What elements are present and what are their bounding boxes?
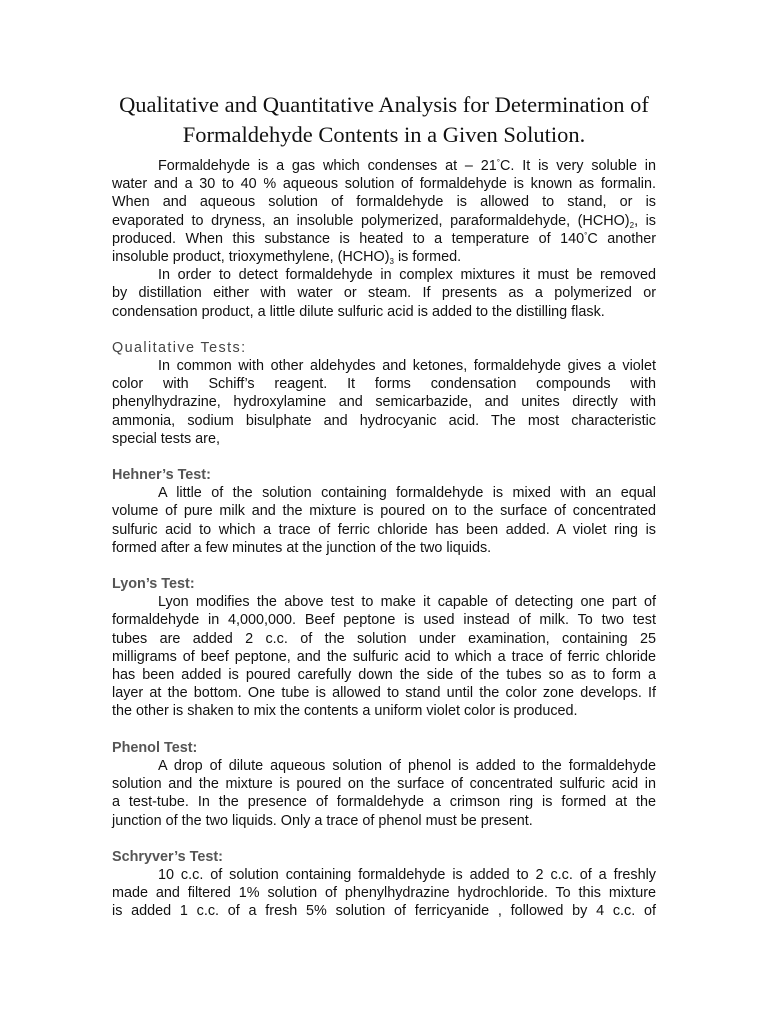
document-title <box>60 90 708 150</box>
document-body <box>112 157 656 921</box>
text-line: by distillation either with water or steam. If presents as a polymerized or <box>112 285 656 302</box>
intro-paragraph-1 <box>112 157 656 266</box>
text-line: tubes are added 2 c.c. of the solution under examination, containing 25 <box>112 630 656 647</box>
text-line: special tests are, <box>112 430 220 447</box>
intro-paragraph-2 <box>112 266 656 321</box>
qualitative-paragraph <box>112 357 656 448</box>
title-line-1: Qualitative and Quantitative Analysis for Determination of <box>119 92 649 117</box>
text-line: volume of pure milk and the mixture is poured on to the surface of concentrated <box>112 503 656 520</box>
text-line: the other is shaken to mix the contents a uniform violet color is produced. <box>112 703 578 720</box>
text-line: A little of the solution containing formaldehyde is mixed with an equal <box>158 485 656 502</box>
hehner-paragraph <box>112 484 656 557</box>
text-line: In common with other aldehydes and ketones, formaldehyde gives a violet <box>158 358 656 375</box>
text-line: A drop of dilute aqueous solution of phenol is added to the formaldehyde <box>158 757 656 774</box>
text-line: phenylhydrazine, hydroxylamine and semicarbazide, and unites directly with <box>112 394 656 411</box>
text-line: Lyon modifies the above test to make it capable of detecting one part of <box>158 594 656 611</box>
text-line: water and a 30 to 40 % aqueous solution of formaldehyde is known as formalin. <box>112 176 656 193</box>
text-line: In order to detect formaldehyde in complex mixtures it must be removed <box>158 267 656 284</box>
text-line: made and filtered 1% solution of phenylhydrazine hydrochloride. To this mixture <box>112 885 656 902</box>
text-line: formed after a few minutes at the junction of the two liquids. <box>112 539 492 556</box>
lyon-paragraph <box>112 593 656 720</box>
text-line: has been added is poured carefully down the side of the tubes so as to form a <box>112 667 656 684</box>
text-line: insoluble product, trioxymethylene, $(HCHO)_3$ is formed. <box>112 249 462 267</box>
text-line: Formaldehyde is a gas which condenses at – 21°C. It is very soluble in <box>158 158 656 174</box>
text-line: 10 c.c. of solution containing formaldehyde is added to 2 c.c. of a freshly <box>158 866 656 883</box>
text-line: evaporated to dryness, an insoluble polymerized, paraformaldehyde, $(HCHO)_2$, is <box>112 212 657 230</box>
section-heading-phenol: Phenol Test: <box>112 739 198 756</box>
text-line: color with Schiff’s reagent. It forms condensation compounds with <box>112 376 656 393</box>
text-line: junction of the two liquids. Only a trace of phenol must be present. <box>112 812 533 829</box>
section-heading-qualitative: Qualitative Tests: <box>112 339 247 356</box>
text-line: ammonia, sodium bisulphate and hydrocyanic acid. The most characteristic <box>112 412 656 429</box>
schryver-paragraph <box>112 866 656 921</box>
text-line: formaldehyde in 4,000,000. Beef peptone is used instead of milk. To two test <box>112 612 656 629</box>
title-line-2: Formaldehyde Contents in a Given Solution. <box>182 122 586 147</box>
text-line: sulfuric acid to which a trace of ferric chloride has been added. A violet ring is <box>112 521 656 538</box>
text-line: layer at the bottom. One tube is allowed to stand until the color zone develops. If <box>112 685 656 702</box>
text-line: milligrams of beef peptone, and the sulfuric acid to which a trace of ferric chloride <box>112 648 656 665</box>
section-heading-schryver: Schryver’s Test: <box>112 848 223 865</box>
text-line: produced. When this substance is heated to a temperature of 140°C another <box>112 230 656 247</box>
text-line: a test-tube. In the presence of formaldehyde a crimson ring is formed at the <box>112 794 656 811</box>
text-line: condensation product, a little dilute sulfuric acid is added to the distilling flask. <box>112 303 605 320</box>
phenol-paragraph <box>112 757 656 830</box>
text-line: is added 1 c.c. of a fresh 5% solution of ferricyanide , followed by 4 c.c. of <box>112 903 656 920</box>
section-heading-lyon: Lyon’s Test: <box>112 576 195 593</box>
text-line: When and aqueous solution of formaldehyde is allowed to stand, or is <box>112 194 656 211</box>
text-line: solution and the mixture is poured on the surface of concentrated sulfuric acid in <box>112 776 656 793</box>
section-heading-hehner: Hehner’s Test: <box>112 467 211 484</box>
